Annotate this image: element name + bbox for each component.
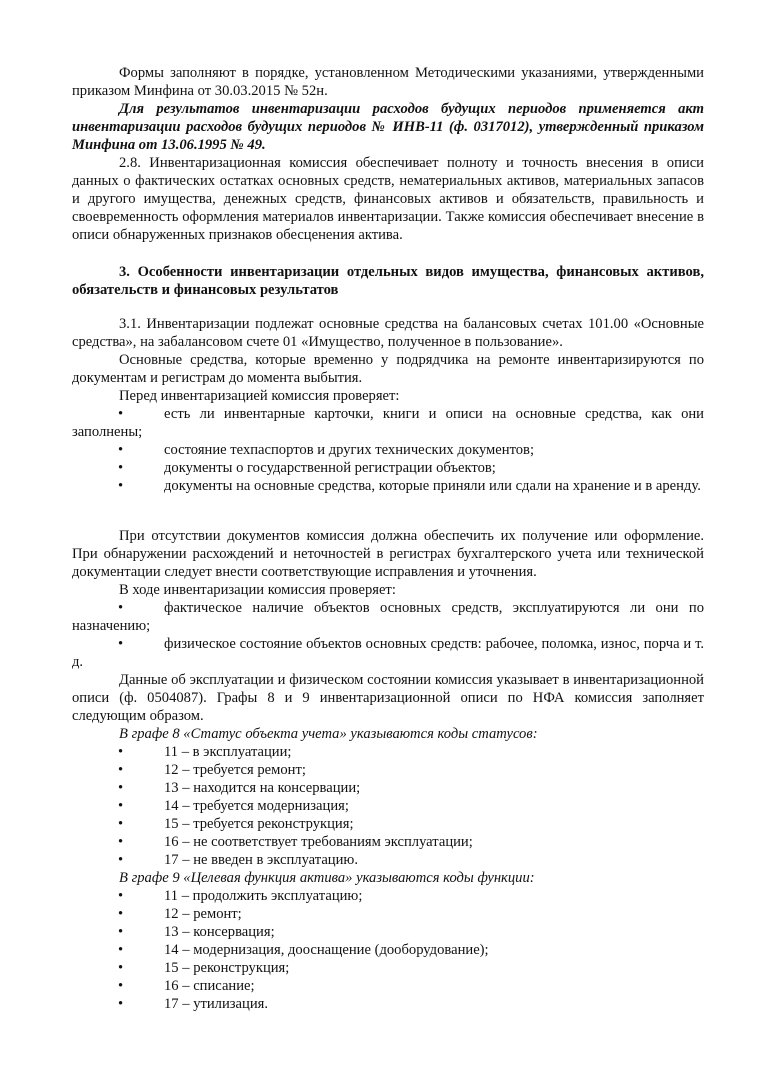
bullet-icon: • [118, 762, 124, 778]
bullet-icon: • [118, 888, 124, 904]
list-item [72, 635, 704, 671]
bullet-icon: • [118, 816, 124, 832]
paragraph-2-8: 2.8. Инвентаризационная комиссия обеспечивает полноту и точность внесения в описи данных о фактических остатках основных средств, нематериальных активов, материальных запасов и другого имущества, денежных средств, финансовых активов и обязательств, правильность и своевременность оформления материалов инвентаризации. Также комиссия обеспечивает внесение в описи обнаруженных признаков обесценения актива. [72, 155, 704, 243]
paragraph-inv11: Для результатов инвентаризации расходов будущих периодов применяется акт инвентаризации расходов будущих периодов № ИНВ-11 (ф. 0317012), утвержденный приказом Минфина от 13.06.1995 № 49. [72, 101, 704, 153]
list-item [72, 887, 704, 905]
list-item [72, 977, 704, 995]
list-item-text: 15 – требуется реконструкция; [164, 816, 354, 832]
bullet-icon: • [118, 744, 124, 760]
list-item-text: физическое состояние объектов основных средств: рабочее, поломка, износ, порча и т. д. [72, 636, 704, 670]
list-item-text: 11 – продолжить эксплуатацию; [164, 888, 363, 904]
bullet-icon: • [118, 906, 124, 922]
list-item [72, 905, 704, 923]
paragraph-before-check: Перед инвентаризацией комиссия проверяет: [119, 388, 400, 404]
section-3-1 [72, 315, 704, 495]
list-item [72, 995, 704, 1013]
bullet-icon: • [118, 780, 124, 796]
bullet-icon: • [118, 978, 124, 994]
list-item [72, 833, 704, 851]
list-item-text: документы на основные средства, которые приняли или сдали на хранение и в аренду. [164, 478, 701, 494]
list-item [72, 441, 704, 459]
bullet-icon: • [118, 942, 124, 958]
list-item-text: 16 – списание; [164, 978, 255, 994]
list-item-text: фактическое наличие объектов основных средств, эксплуатируются ли они по назначению; [72, 600, 704, 634]
paragraph-data: Данные об эксплуатации и физическом состоянии комиссия указывает в инвентаризационной описи (ф. 0504087). Графы 8 и 9 инвентаризационной описи по НФА комиссия заполняет следующим образом. [72, 672, 704, 724]
paragraph-column-8: В графе 8 «Статус объекта учета» указываются коды статусов: [119, 726, 538, 742]
list-item-text: 13 – консервация; [164, 924, 275, 940]
list-item [72, 923, 704, 941]
list-item-text: 11 – в эксплуатации; [164, 744, 292, 760]
bullet-icon: • [118, 406, 124, 422]
list-item-text: документы о государственной регистрации объектов; [164, 460, 496, 476]
bullet-icon: • [118, 960, 124, 976]
bullet-icon: • [118, 600, 124, 616]
section-3-heading [72, 263, 704, 299]
bullet-icon: • [118, 996, 124, 1012]
list-item [72, 815, 704, 833]
list-item-text: 17 – не введен в эксплуатацию. [164, 852, 358, 868]
section-top [72, 64, 704, 244]
paragraph-column-9: В графе 9 «Целевая функция актива» указываются коды функции: [119, 870, 535, 886]
list-item-text: 15 – реконструкция; [164, 960, 290, 976]
bullet-icon: • [118, 924, 124, 940]
list-item-text: 14 – требуется модернизация; [164, 798, 349, 814]
paragraph-absence: При отсутствии документов комиссия должна обеспечить их получение или оформление. При обнаружении расхождений и неточностей в регистрах бухгалтерского учета или технической документации следует внести соответствующие исправления и уточнения. [72, 528, 704, 580]
list-item [72, 477, 704, 495]
list-item [72, 779, 704, 797]
list-item [72, 851, 704, 869]
bullet-icon: • [118, 478, 124, 494]
section-check [72, 527, 704, 1013]
paragraph-forms: Формы заполняют в порядке, установленном Методическими указаниями, утвержденными приказом Минфина от 30.03.2015 № 52н. [72, 65, 704, 99]
list-item [72, 941, 704, 959]
list-item-text: 13 – находится на консервации; [164, 780, 361, 796]
paragraph-3-1: 3.1. Инвентаризации подлежат основные средства на балансовых счетах 101.00 «Основные средства», на забалансовом счете 01 «Имущество, полученное в пользование». [72, 316, 704, 350]
list-item-text: есть ли инвентарные карточки, книги и описи на основные средства, как они заполнены; [72, 406, 704, 440]
list-item [72, 959, 704, 977]
bullet-icon: • [118, 834, 124, 850]
section-heading: 3. Особенности инвентаризации отдельных видов имущества, финансовых активов, обязательств и финансовых результатов [72, 264, 704, 298]
list-item-text: 14 – модернизация, дооснащение (дооборудование); [164, 942, 489, 958]
list-item [72, 797, 704, 815]
list-item-text: 12 – требуется ремонт; [164, 762, 306, 778]
paragraph-during-check: В ходе инвентаризации комиссия проверяет: [119, 582, 396, 598]
bullet-icon: • [118, 442, 124, 458]
list-item [72, 459, 704, 477]
list-item [72, 405, 704, 441]
list-item-text: 17 – утилизация. [164, 996, 268, 1012]
list-item-text: 12 – ремонт; [164, 906, 242, 922]
list-item [72, 599, 704, 635]
list-item [72, 743, 704, 761]
bullet-icon: • [118, 636, 124, 652]
list-item-text: состояние техпаспортов и других технических документов; [164, 442, 535, 458]
list-item-text: 16 – не соответствует требованиям эксплуатации; [164, 834, 473, 850]
bullet-icon: • [118, 460, 124, 476]
bullet-icon: • [118, 852, 124, 868]
bullet-icon: • [118, 798, 124, 814]
paragraph-repair: Основные средства, которые временно у подрядчика на ремонте инвентаризируются по документам и регистрам до момента выбытия. [72, 352, 704, 386]
list-item [72, 761, 704, 779]
